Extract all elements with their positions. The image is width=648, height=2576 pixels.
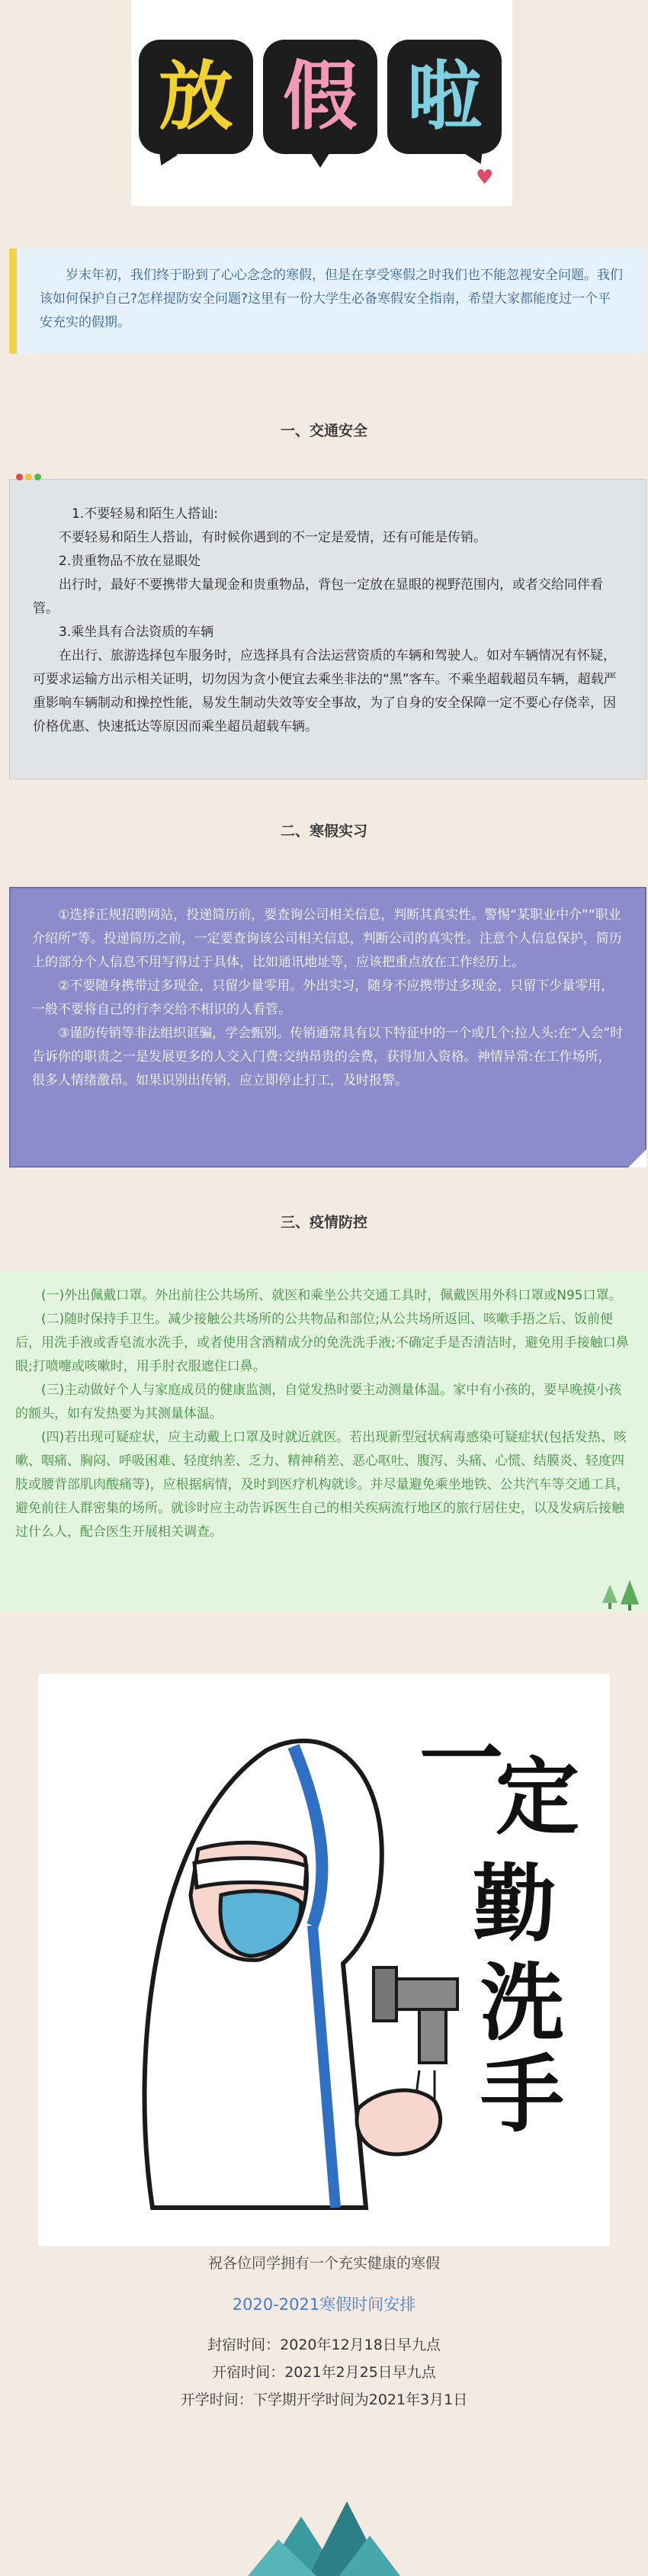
traffic-light-icon — [16, 474, 41, 480]
traffic-box — [9, 479, 646, 779]
traffic-paragraph: 1.不要轻易和陌生人搭讪: — [72, 506, 218, 522]
illustration-text: 手 — [480, 2046, 564, 2144]
internship-paragraph: ②不要随身携带过多现金，只留少量零用。外出实习，随身不应携带过多现金，只留下少量零用，一般不要将自己的行李交给不相识的人看管。 — [32, 978, 614, 1017]
banner-bubble — [263, 40, 377, 154]
section-title-internship: 二、寒假实习 — [280, 823, 367, 840]
traffic-paragraph: 2.贵重物品不放在显眼处 — [59, 554, 201, 569]
illustration-text: 洗 — [480, 1954, 564, 2052]
mountain-icon — [248, 2494, 400, 2576]
blessing-text: 祝各位同学拥有一个充实健康的寒假 — [207, 2255, 440, 2272]
epidemic-paragraph: (一)外出佩戴口罩。外出前往公共场所、就医和乘坐公共交通工具时，佩戴医用外科口罩或N95口罩。 — [41, 1288, 622, 1303]
intro-text: 岁末年初，我们终于盼到了心心念念的寒假，但是在享受寒假之时我们也不能忽视安全问题。我们该如何保护自己?怎样提防安全问题?这里有一份大学生必备寒假安全指南，希望大家都能度过一个平安充实的假期。 — [40, 268, 623, 330]
internship-paragraph: ③谨防传销等非法组织诓骗，学会甄别。传销通常具有以下特征中的一个或几个:拉人头:在“入会”时告诉你的职责之一是发展更多的人交入门费:交纳昂贵的会费，获得加入资格。神情异常:在工作场所，很多人情绪激昂。如果识别出传销，应立即停止打工，及时报警。 — [32, 1026, 624, 1088]
internship-paragraph: ①选择正规招聘网站，投递简历前，要查询公司相关信息，判断其真实性。警惕“某职业中介”“职业介绍所”等。投递简历之前，一定要查询该公司相关信息，判断公司的真实性。注意个人信息保护，简历上的部分个人信息不用写得过于具体，比如通讯地址等，应该把重点放在工作经历上。 — [32, 907, 622, 970]
traffic-paragraph: 3.乘坐具有合法资质的车辆 — [59, 625, 214, 640]
illustration-text: 一 — [419, 1710, 503, 1808]
banner-bubble — [139, 40, 253, 154]
traffic-paragraph: 在出行、旅游选择包车服务时，应选择具有合法运营资质的车辆和驾驶人。如对车辆情况有怀疑，可要求运输方出示相关证明，切勿因为贪小便宜去乘坐非法的“黑”客车。不乘坐超载超员车辆，超载严重影响车辆制动和操控性能，易发生制动失效等安全事故，为了自身的安全保障一定不要心存侥幸，因价格优惠、快速抵达等原因而乘坐超员超载车辆。 — [33, 648, 617, 734]
epidemic-paragraph: (二)随时保持手卫生。减少接触公共场所的公共物品和部位;从公共场所返回、咳嗽手捂之后、饭前便后，用洗手液或香皂流水洗手，或者使用含酒精成分的免洗洗手液;不确定手是否清洁时，避免用手接触口鼻眼;打喷嚏或咳嗽时，用手肘衣服遮住口鼻。 — [15, 1312, 629, 1374]
intro-box — [9, 249, 646, 354]
epidemic-paragraph: (三)主动做好个人与家庭成员的健康监测，自觉发热时要主动测量体温。家中有小孩的，要早晚摸小孩的额头，如有发热要为其测量体温。 — [15, 1383, 622, 1421]
schedule-line: 封宿时间：2020年12月18日早九点 — [207, 2337, 441, 2353]
illustration-text: 定 — [496, 1749, 579, 1846]
section-title-traffic: 一、交通安全 — [280, 422, 367, 439]
schedule-line: 开宿时间：2021年2月25日早九点 — [212, 2364, 436, 2381]
banner-bubble — [387, 40, 502, 154]
epidemic-box — [0, 1272, 648, 1612]
page-curl-icon — [628, 1149, 646, 1168]
schedule-title: 2020-2021寒假时间安排 — [232, 2295, 416, 2314]
section-title-epidemic: 三、疫情防控 — [280, 1214, 367, 1231]
traffic-paragraph: 不要轻易和陌生人搭讪，有时候你遇到的不一定是爱情，还有可能是传销。 — [59, 530, 486, 545]
traffic-paragraph: 出行时，最好不要携带大量现金和贵重物品，背包一定放在显眼的视野范围内，或者交给同伴看管。 — [33, 577, 603, 616]
schedule-line: 开学时间：下学期开学时间为2021年3月1日 — [180, 2391, 468, 2408]
banner-char: 假 — [282, 53, 358, 140]
tree-icon — [599, 1580, 642, 1611]
illustration-text: 勤 — [473, 1855, 557, 1953]
internship-box — [9, 887, 646, 1168]
holiday-banner — [131, 0, 512, 206]
banner-char: 啦 — [406, 53, 482, 140]
banner-char: 放 — [158, 53, 233, 140]
epidemic-paragraph: (四)若出现可疑症状，应主动戴上口罩及时就近就医。若出现新型冠状病毒感染可疑症状(包括发热、咳嗽、咽痛、胸闷、呼吸困难、轻度纳差、乏力、精神稍差、恶心呕吐、腹泻、头痛、心慌、结膜炎、轻度四肢或腰背部肌肉酸痛等)，应根据病情，及时到医疗机构就诊。并尽量避免乘坐地铁、公共汽车等交通工具，避免前往人群密集的场所。就诊时应主动告诉医生自己的相关疾病流行地区的旅行居住史，以及发病后接触过什么人，配合医生开展相关调查。 — [15, 1430, 630, 1540]
handwash-illustration — [38, 1674, 610, 2246]
heart-icon: ♥ — [476, 166, 494, 189]
